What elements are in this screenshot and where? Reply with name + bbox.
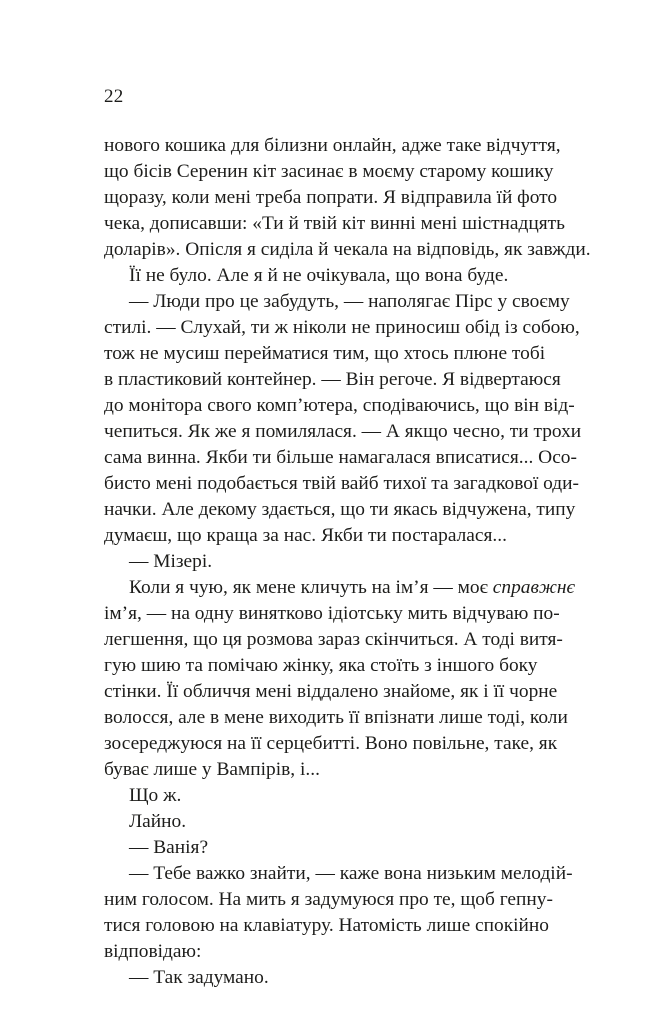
text-line-content: відповідаю:	[104, 941, 202, 962]
text-line	[104, 653, 538, 679]
text-line	[104, 679, 558, 705]
text-line	[104, 601, 560, 627]
text-line-content: ним голосом. На мить я задумуюся про те, щоб гепну-	[104, 889, 553, 910]
text-line-content: чепиться. Як же я помилялася. — А якщо чесно, ти трохи	[104, 421, 582, 442]
text-line-content: начки. Але декому здається, що ти якась відчужена, типу	[104, 499, 576, 520]
text-line-content: що бісів Серенин кіт засинає в моєму старому кошику	[104, 161, 554, 182]
text-line-content: думаєш, що краща за нас. Якби ти постаралася...	[104, 525, 507, 546]
text-line	[104, 185, 558, 211]
text-line	[104, 809, 534, 835]
text-line-content: стилі. — Слухай, ти ж ніколи не приносиш обід із собою,	[104, 317, 580, 338]
text-line-content: Її не було. Але я й не очікувала, що вона буде.	[129, 265, 509, 286]
text-line	[104, 159, 554, 185]
text-line-content: тож не мусиш перейматися тим, що хтось плюне тобі	[104, 343, 546, 364]
text-line	[104, 783, 534, 809]
text-line	[104, 575, 576, 601]
text-line-content: Коли я чую, як мене кличуть на ім’я — моє	[129, 577, 493, 598]
text-line	[104, 419, 582, 445]
text-line	[104, 627, 563, 653]
text-line	[104, 445, 577, 471]
text-line	[104, 497, 576, 523]
text-line-content: чека, дописавши: «Ти й твій кіт винні мені шістнадцять	[104, 213, 566, 234]
text-line-content: — Люди про це забудуть, — наполягає Пірс у своєму	[129, 291, 570, 312]
page-number: 22	[104, 86, 124, 107]
text-line	[104, 731, 558, 757]
emphasized-word: справжнє	[492, 577, 576, 598]
text-line	[104, 367, 561, 393]
text-line	[104, 471, 580, 497]
text-line	[104, 237, 591, 263]
text-line	[104, 705, 568, 731]
text-line-content: тися головою на клавіатуру. Натомість лише спокійно	[104, 915, 549, 936]
text-line-content: до монітора свого комп’ютера, сподіваючись, що він від-	[104, 395, 575, 416]
body-text	[104, 133, 591, 991]
text-line-content: — Тебе важко знайти, — каже вона низьким мелодій-	[129, 863, 573, 884]
text-line	[104, 887, 553, 913]
text-line-content: — Ванія?	[129, 837, 209, 858]
text-line	[104, 211, 566, 237]
text-line	[104, 835, 534, 861]
text-line-content: доларів». Опісля я сиділа й чекала на відповідь, як завжди.	[104, 239, 591, 260]
text-line	[104, 523, 534, 549]
text-line-content: ім’я, — на одну винятково ідіотську мить відчуваю по-	[104, 603, 560, 624]
text-line	[104, 861, 573, 887]
text-line-content: зосереджуюся на її серцебитті. Воно повільне, таке, як	[104, 733, 558, 754]
text-line-content: буває лише у Вампірів, і...	[104, 759, 320, 780]
text-line	[104, 549, 534, 575]
text-line-content: Лайно.	[129, 811, 187, 832]
text-line-content: Що ж.	[129, 785, 182, 806]
text-line-content: щоразу, коли мені треба попрати. Я відправила їй фото	[104, 187, 558, 208]
text-line-content: — Мізері.	[129, 551, 213, 572]
text-line-content: нового кошика для білизни онлайн, адже таке відчуття,	[104, 135, 561, 156]
text-line	[104, 939, 534, 965]
text-line	[104, 913, 549, 939]
text-line	[104, 315, 580, 341]
text-line	[104, 757, 534, 783]
text-line-content: в пластиковий контейнер. — Він регоче. Я відвертаюся	[104, 369, 561, 390]
text-line	[104, 965, 534, 991]
text-line-content: бисто мені подобається твій вайб тихої та загадкової оди-	[104, 473, 580, 494]
text-line-content: гую шию та помічаю жінку, яка стоїть з іншого боку	[104, 655, 538, 676]
text-line	[104, 289, 570, 315]
text-line	[104, 263, 534, 289]
text-line-content: волосся, але в мене виходить її впізнати лише тоді, коли	[104, 707, 568, 728]
text-line-content: — Так задумано.	[129, 967, 269, 988]
text-line-content: стінки. Її обличчя мені віддалено знайоме, як і її чорне	[104, 681, 558, 702]
text-line	[104, 341, 546, 367]
text-line	[104, 393, 575, 419]
text-line-content: сама винна. Якби ти більше намагалася вписатися... Осо-	[104, 447, 577, 468]
text-line-content: легшення, що ця розмова зараз скінчиться. А тоді витя-	[104, 629, 563, 650]
text-line	[104, 133, 561, 159]
